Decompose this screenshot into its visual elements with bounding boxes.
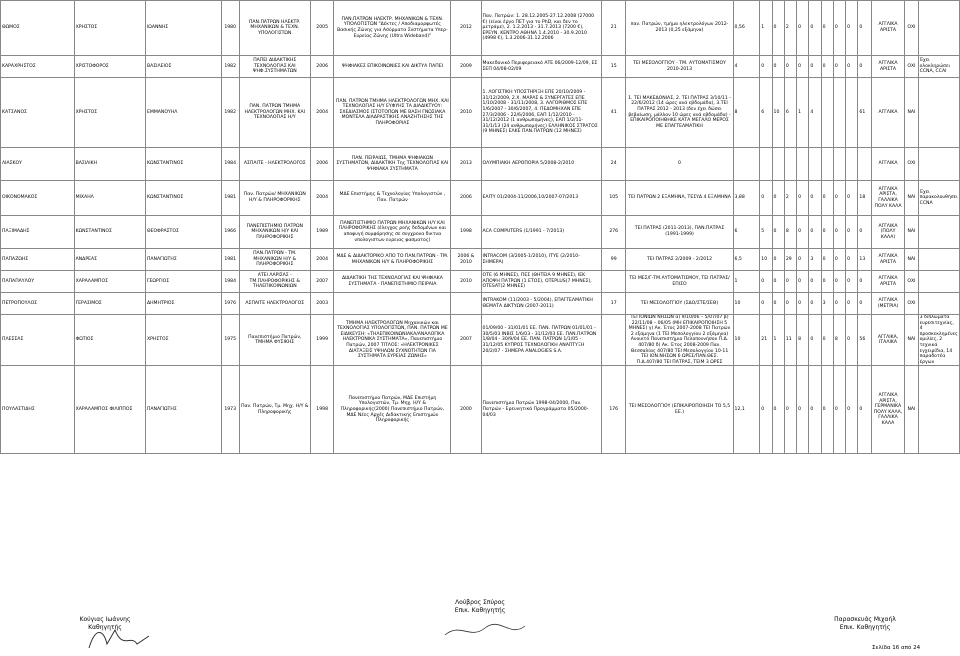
cell-surname: ΠΑΠΑΠΑΥΛΟΥ [1, 271, 75, 293]
cell-name: ΧΡΗΣΤΟΣ [74, 78, 145, 148]
cell-surname: ΠΑΠΑΖΩΗΣ [1, 249, 75, 271]
cell-n2: 0 [772, 249, 784, 271]
cell-experience: Πανεπιστήμιο Πατρών 1998-04/2000, Παν. Πατρών - Ερευνητικά Προγράμματα 05/2000-04/03 [481, 366, 601, 454]
cell-surname: ΠΟΥΛΑΣΤΙΔΗΣ [1, 366, 75, 454]
cell-n2: 0 [772, 271, 784, 293]
cell-degree: Παν. Πατρών/ ΜΗΧΑΝΙΚΩΝ Η/Υ & ΠΛΗΡΟΦΟΡΙΚΗΣ [239, 181, 310, 216]
cell-degree: ΠΑΝ.ΠΑΤΡΩΝ ΗΛΕΚΤΡ. ΜΗΧΑΝΙΚΩΝ & ΤΕΧΝ. ΥΠΟΛΟΓΙΣΤΩΝ [239, 1, 310, 56]
cell-father: ΠΑΝΑΓΙΩΤΗΣ [145, 249, 221, 271]
cell-father: ΔΗΜΗΤΡΙΟΣ [145, 293, 221, 315]
cell-father: ΒΑΣΙΛΕΙΟΣ [145, 56, 221, 78]
cell-teaching: 1. ΤΕΙ ΜΑΚΕΔΟΝΙΑΣ, 2. ΤΕΙ ΠΑΤΡΑΣ 3/10/11 - 22/6/2012 (14 ώρες ανά εβδομάδα), 3.ΤΕΙ ΠΑΤΡΑΣ 2012 - 2013 (δεν έχει δώσει βεβαίωση, μάλλον 10 ώρες ανά εβδομάδα) - ΕΠΙΚΑΙΡΟΠΟΙΗΘΗΚΕ ΚΑΤΑ ΜΕΓΑΛΟ ΜΕΡΟΣ ΜΕ ΕΠΑΓΓΕΛΜΑΤΙΚΗ [626, 78, 733, 148]
cell-exp-months: 24 [601, 148, 626, 181]
cell-surname: ΠΑΞΙΜΑΔΗΣ [1, 216, 75, 249]
table-row [1, 315, 960, 366]
cell-computer: ΝΑΙ [905, 315, 918, 366]
cell-score: 3,88 [733, 181, 760, 216]
cell-pg-year: 2013 [451, 148, 481, 181]
cell-name: ΧΡΗΣΤΟΣ [74, 1, 145, 56]
cell-birth: 1966 [221, 216, 239, 249]
cell-n7: 0 [833, 216, 845, 249]
cell-father: ΚΩΝΣΤΑΝΤΙΝΟΣ [145, 148, 221, 181]
cell-postgrad: Πανεπιστήμιο Πατρών, ΜΔΕ Επιστήμη Υπολογιστών, Τμ. Μηχ. Η/Υ & Πληροφορικής(2000) Πανεπιστήμιο Πατρών, ΜΔΕ Νέες Αρχές Διδακτικής Επιστημών Πληροφορικής [334, 366, 451, 454]
cell-n5: 0 [809, 366, 821, 454]
cell-n9: 61 [858, 78, 871, 148]
cell-lang: ΑΓΓΛΙΚΑ [871, 78, 904, 148]
table-row [1, 271, 960, 293]
cell-n5: 0 [809, 293, 821, 315]
cell-pg-year: 2006 [451, 181, 481, 216]
cell-exp-months: 15 [601, 56, 626, 78]
cell-experience: ΟΛΥΜΠΙΑΚΗ ΑΕΡΟΠΟΡΙΑ 5/2008-2/2010 [481, 148, 601, 181]
cell-father: ΓΕΩΡΓΙΟΣ [145, 271, 221, 293]
cell-score: 1 [733, 271, 760, 293]
cell-n1: 5 [760, 216, 772, 249]
cell-n9: 0 [858, 56, 871, 78]
cell-computer: ΝΑΙ [905, 366, 918, 454]
cell-surname: ΟΙΚΟΝΟΜΑΚΟΣ [1, 181, 75, 216]
cell-deg-year: 2004 [310, 249, 333, 271]
cell-lang: ΑΓΓΛΙΚΑ (ΠΟΛΥ ΚΑΛΑ) [871, 216, 904, 249]
cell-exp-months [601, 271, 626, 293]
cell-n4: 8 [797, 315, 809, 366]
signature-left-role: Καθηγητής [88, 624, 122, 631]
cell-deg-year: 2004 [310, 181, 333, 216]
cell-score [733, 148, 760, 181]
cell-notes: 3 διπλώματα ευρεσιτεχνίας, 4 προσκεκλημένες ομιλίες, 2 τεχνικά εγχειρίδια, 14 παραδοτέα έργων [919, 315, 958, 365]
cell-n4: 0 [797, 271, 809, 293]
cell-postgrad: ΔΙΔΑΚΤΙΚΗ ΤΗΣ ΤΕΧΝΟΛΟΓΙΑΣ ΚΑΙ ΨΗΦΙΑΚΑ ΣΥΣΤΗΜΑΤΑ - ΠΑΝΕΠΙΣΤΗΜΙΟ ΠΕΙΡΑΙΑ [334, 271, 451, 293]
cell-experience: ΕΑΙΤΥ 01/2004-11/2006,10/2007-07/2013 [481, 181, 601, 216]
cell-n7 [833, 78, 845, 148]
cell-pg-year: 2006 & 2010 [451, 249, 481, 271]
cell-lang: ΑΓΓΛΙΚΑ ΑΡΙΣΤΑ, ΓΑΛΛΙΚΑ ΠΟΛΥ ΚΑΛΑ [871, 181, 904, 216]
cell-surname: ΚΑΡΑΧΡΗΣΤΟΣ [1, 56, 75, 78]
cell-notes [918, 1, 959, 56]
signature-center-name: Λούβρος Σπύρος [455, 599, 505, 606]
cell-exp-months: 176 [601, 366, 626, 454]
cell-n8: 0 [846, 271, 858, 293]
cell-n6 [821, 148, 833, 181]
cell-birth: 1982 [221, 78, 239, 148]
cell-lang: ΑΓΓΛΙΚΑ ΑΡΙΣΤΑ [871, 271, 904, 293]
cell-n7: 0 [833, 1, 845, 56]
cell-computer: ΟΧΙ [905, 56, 918, 78]
signature-right-name: Παρασκευάς Μιχαήλ [834, 616, 896, 623]
cell-deg-year: 2005 [310, 1, 333, 56]
cell-n2: 1 [772, 315, 784, 366]
cell-lang: ΑΓΓΛΙΚΑ, ΙΤΑΛΙΚΑ [871, 315, 904, 366]
cell-n2: 10 [772, 78, 784, 148]
cell-deg-year: 2004 [310, 78, 333, 148]
cell-n4: 0 [797, 1, 809, 56]
cell-n1: 0 [760, 181, 772, 216]
cell-birth: 1984 [221, 148, 239, 181]
cell-experience: 01/09/00 - 31/01/01 ΕΕ. ΠΑΝ. ΠΑΤΡΩΝ 01/01/01 - 30/5/03 ΙΝΒΙΣ 1/6/03 - 31/12/03 ΕΕ. ΠΑΝ.ΠΑΤΡΩΝ 1/8/04 - 30/9/04 ΕΕ. ΠΑΝ. ΠΑΤΡΩΝ 1/1/05 - 31/12/05 ΚΥΠΡΟΣ ΤΕΧΝΟΛΟΓΙΚΗ ΑΝΑΠΤΥΞΗ 20/2/07 - ΣΗΜΕΡΑ ANALOGIES S.A. [481, 315, 601, 366]
cell-n3: 6 [784, 78, 796, 148]
cell-computer: ΝΑΙ [905, 216, 918, 249]
cell-n5: 0 [809, 56, 821, 78]
cell-n4: 0 [797, 293, 809, 315]
cell-n4: 0 [797, 56, 809, 78]
cell-degree: ΠΑΝ.ΠΑΤΡΩΝ - ΤΜ. ΜΗΧΑΝΙΚΩΝ Η/Υ & ΠΛΗΡΟΦΟΡΙΚΗΣ [239, 249, 310, 271]
cell-father: ΚΩΝΣΤΑΝΤΙΝΟΣ [145, 181, 221, 216]
cell-exp-months [601, 315, 626, 366]
cell-n5: 0 [809, 216, 821, 249]
cell-notes: Έχει ολοκληρώσει CCNA, CCAI [918, 56, 959, 78]
cell-notes [918, 78, 959, 148]
cell-pg-year: 2000 [451, 366, 481, 454]
cell-computer: ΝΑΙ [905, 249, 918, 271]
cell-exp-months: 276 [601, 216, 626, 249]
cell-n3: 2 [784, 1, 796, 56]
cell-n2 [772, 148, 784, 181]
cell-n9: 0 [858, 293, 871, 315]
cell-father: ΕΜΜΑΝΟΥΗΛ [145, 78, 221, 148]
cell-n5 [809, 148, 821, 181]
cell-n7: 0 [833, 56, 845, 78]
cell-n8: 0 [846, 216, 858, 249]
page-number: Σελίδα 16 από 24 [872, 645, 921, 651]
cell-father: ΙΩΑΝΝΗΣ [145, 1, 221, 56]
table-row [1, 148, 960, 181]
signature-left-name: Κούγιας Ιωάννης [79, 616, 131, 623]
cell-teaching: 0 [626, 148, 733, 181]
cell-postgrad: ΜΔΕ Επιστήμης & Τεχνολογίας Υπολογιστών , Παν. Πατρών [334, 181, 451, 216]
cell-postgrad: ΜΔΕ & ΔΙΔΑΚΤΟΡΙΚΟ ΑΠΟ ΤΟ ΠΑΝ.ΠΑΤΡΩΝ - ΤΜ. ΜΗΧΑΝΙΚΩΝ Η/Υ & ΠΛΗΡΟΦΟΡΙΚΗΣ [334, 249, 451, 271]
cell-n7: 8 [833, 315, 845, 366]
cell-score: 10 [733, 293, 760, 315]
cell-n8: 0 [846, 293, 858, 315]
cell-n6: 0 [821, 315, 833, 366]
cell-score: 6,5 [733, 249, 760, 271]
cell-lang: ΑΓΓΛΙΚΑ (ΜΕΤΡΙΑ) [871, 293, 904, 315]
cell-n4: 1 [797, 78, 809, 148]
cell-computer: ΟΧΙ [905, 1, 918, 56]
cell-n3: 8 [784, 216, 796, 249]
cell-teaching: ΤΕΙ ΙΟΝΙΩΝ ΝΗΣΩΝ α) 9/10/06 – 5/07/07 β) 22/11/08 – 06/05 (ΜΗ ΕΠΙΚΑΙΡΟΠΟΙΗΣΗ 5 ΜΗΝΕΣ) γ) Ακ. Έτος 2007-2008 ΤΕΙ Πατρών 2 εξάμηνα (1 ΤΕΙ Μεσολογγίου 2 εξάμηνα) Ανοικτό Πανεπιστήμιο Πελοποννήσου Π.Δ. 407/80 δ) Ακ. Έτος 2008-2009 Παν. Θεσσαλίας 407/80 ΤΕΙ Μεσολογγίου 10-11 ΤΕΙ ΙΟΝ.ΝΗΣΩΝ 6 ΩΡΕΣ/ΠΑΝ.ΘΕΣ. Π.Δ.407/80 ΤΕΙ ΠΑΤΡΑΣ, ΤΕΙΜ 3 ΩΡΕΣ [626, 315, 733, 366]
cell-n6 [821, 78, 833, 148]
cell-exp-months: 41 [601, 78, 626, 148]
cell-n1: 0 [760, 271, 772, 293]
cell-teaching: ΤΕΙ ΠΑΤΡΑΣ 2/2009 - 2/2012 [626, 249, 733, 271]
cell-lang: ΑΓΓΛΙΚΑ [871, 148, 904, 181]
cell-n1: 21 [760, 315, 772, 366]
cell-deg-year: 2006 [310, 56, 333, 78]
cell-n8: 0 [846, 366, 858, 454]
cell-postgrad: ΠΑΝ. ΠΑΤΡΩΝ ΤΜΗΜΑ ΗΛΕΚΤΡΟΛΟΓΩΝ ΜΗΧ. ΚΑΙ ΤΕΧΝΟΛΟΓΙΑΣ Η/Υ ΕΥΦΥΗΣ ΤΑ ΔΙΑΔΙΚΤΥΟΥ: ΣΧΕΔΙΑΣΜΟΣ ΙΣΤΟΤΟΠΩΝ ΜΕ ΒΑΣΗ ΓΝΩΣΙΑΚΑ ΜΟΝΤΕΛΑ ΔΙΑΔΡΑΣΤΙΚΗΣ ΑΝΑΖΗΤΗΣΗΣ ΤΗΣ ΠΛΗΡΟΦΟΡΙΑΣ [334, 78, 451, 148]
cell-teaching: ΤΕΙ ΠΑΤΡΑΣ (2011-2013), ΠΑΝ.ΠΑΤΡΑΣ (1991-1999) [626, 216, 733, 249]
cell-n9: 0 [858, 1, 871, 56]
cell-n6: 0 [821, 181, 833, 216]
cell-notes [918, 148, 959, 181]
cell-birth: 1981 [221, 181, 239, 216]
cell-name: ΦΩΤΙΟΣ [74, 315, 145, 366]
cell-n1: 6 [760, 78, 772, 148]
cell-n2: 0 [772, 181, 784, 216]
cell-experience: ΟΤΕ (6 ΜΗΝΕΣ), ΠΕΣ (ΘΗΤΕΙΑ 9 ΜΗΝΕΣ), ΙΕΚ ΑΠΟΨΗ ΠΑΤΡΩΝ (1 ΕΤΟΣ), OTEPLUS(7 ΜΗΝΕΣ), OTESAT(2 ΜΗΝΕΣ) [481, 271, 601, 293]
cell-n9: 18 [858, 181, 871, 216]
cell-exp-months: 99 [601, 249, 626, 271]
cell-pg-year: 2007 [451, 315, 481, 366]
cell-n8: 0 [846, 249, 858, 271]
cell-n5: 0 [809, 315, 821, 366]
cell-score: 0,56 [733, 1, 760, 56]
cell-name: ΧΑΡΑΛΑΜΠΟΣ [74, 271, 145, 293]
cell-postgrad: ΠΑΝ.ΠΑΤΡΩΝ ΗΛΕΚΤΡ. ΜΗΧΑΝΙΚΩΝ & ΤΕΧΝ. ΥΠΟΛΟΓΙΣΤΩΝ "Δέκτες / Αποδιαμορφωτές Βασικής Ζώνης για Ασύρματα Συστήματα Υπερ-Ευρείας Ζώνης (Ultra Wideband)" [334, 1, 451, 56]
cell-notes [918, 366, 959, 454]
cell-deg-year: 2003 [310, 293, 333, 315]
cell-n9: 0 [858, 216, 871, 249]
table-row [1, 293, 960, 315]
cell-n3: 0 [784, 366, 796, 454]
cell-pg-year: 2010 [451, 271, 481, 293]
cell-computer: ΟΧΙ [905, 293, 918, 315]
cell-degree: ΠΑΝΕΠΙΣΤΗΜΙΟ ΠΑΤΡΩΝ ΜΗΧΑΝΙΚΩΝ Η/Υ ΚΑΙ ΠΛΗΡΟΦΟΡΙΚΗΣ [239, 216, 310, 249]
cell-n4: 0 [797, 181, 809, 216]
cell-n6: 0 [821, 249, 833, 271]
cell-n9: 0 [858, 271, 871, 293]
cell-deg-year: 1989 [310, 216, 333, 249]
cell-father: ΠΑΝΑΓΙΩΤΗΣ [145, 366, 221, 454]
cell-surname: ΘΩΜΟΣ [1, 1, 75, 56]
cell-n4: 0 [797, 366, 809, 454]
cell-n9: 13 [858, 249, 871, 271]
cell-degree: Παν. Πατρών, Τμ. Μηχ. Η/Υ & Πληροφορικής [239, 366, 310, 454]
cell-experience: Μακεδονικό Περιφερειακό ΑΤΕ 06/2009-12/09, ΕΣ ΣΕΠ 04/08-02/09 [481, 56, 601, 78]
cell-n7: 0 [833, 249, 845, 271]
cell-birth: 1980 [221, 1, 239, 56]
cell-n7: 0 [833, 181, 845, 216]
cell-n6: 3 [821, 293, 833, 315]
cell-experience: Παν. Πατρών: 1. 28.12.2005-27.12.2008 (27000 €) (είναι έργο ΠΕΤ για το PhD, και δεν το μετράμε), 2. 1.2.2013 - 31.7.2013 (7200 €), ΕΡΕΥΝ. ΚΕΝΤΡΟ ΑΘΗΝΑ 1.4.2010 - 30.9.2010 (4998 €), 1.3.2006-31.12.2006 [481, 1, 601, 56]
cell-postgrad: ΠΑΝ. ΠΕΙΡΑΙΩΣ, ΤΜΗΜΑ ΨΗΦΙΑΚΩΝ ΣΥΣΤΗΜΑΤΩΝ, ΔΙΔΑΚΤΙΚΗ Της ΤΕΧΝΟΛΟΓΙΑΣ ΚΑΙ ΨΗΦΙΑΚΑ ΣΥΣΤΗΜΑΤΑ [334, 148, 451, 181]
cell-degree: ΠΑΝ. ΠΑΤΡΩΝ ΤΜΗΜΑ ΗΛΕΚΤΡΟΛΟΓΩΝ ΜΗΧ. ΚΑΙ ΤΕΧΝΟΛΟΓΙΑΣ Η/Υ [239, 78, 310, 148]
cell-birth: 1984 [221, 271, 239, 293]
cell-n9: 56 [858, 315, 871, 366]
cell-postgrad [334, 293, 451, 315]
cell-lang: ΑΓΓΛΙΚΑ ΑΡΙΣΤΑ [871, 56, 904, 78]
cell-exp-months: 21 [601, 1, 626, 56]
cell-notes [918, 249, 959, 271]
cell-computer: ΝΑΙ [905, 78, 918, 148]
cell-exp-months: 105 [601, 181, 626, 216]
cell-teaching: ΤΕΙ ΜΕΣΟΛΟΓΓΙΟΥ (ΕΠΙΚΑΙΡΟΠΟΙΗΣΗ ΤΟ 5,5 ΕΕ.) [626, 366, 733, 454]
cell-deg-year: 1999 [310, 315, 333, 366]
table-row [1, 249, 960, 271]
cell-name: ΓΕΡΑΣΙΜΟΣ [74, 293, 145, 315]
cell-n9: 0 [858, 366, 871, 454]
cell-n2: 0 [772, 216, 784, 249]
cell-surname: ΠΛΕΣΣΑΣ [1, 315, 75, 366]
cell-n5: 3 [809, 249, 821, 271]
cell-lang: ΑΓΓΛΙΚΑ ΑΡΙΣΤΑ [871, 249, 904, 271]
cell-name: ΜΙΧΑΗΛ [74, 181, 145, 216]
cell-notes: Έχει παρακολουθήσει CCNA [918, 181, 959, 216]
cell-name: ΒΑΣΙΛΙΚΗ [74, 148, 145, 181]
cell-n3: 2 [784, 181, 796, 216]
table-row [1, 78, 960, 148]
cell-n1: 0 [760, 366, 772, 454]
cell-pg-year: 1998 [451, 216, 481, 249]
cell-postgrad: ΨΗΦΙΑΚΕΣ ΕΠΙΚΟΙΝΩΝΙΕΣ ΚΑΙ ΔΙΚΤΥΑ ΠΑΠΕΙ [334, 56, 451, 78]
signature-center-role: Επικ. Καθηγητής [454, 607, 506, 614]
cell-birth: 1976 [221, 293, 239, 315]
cell-degree: Πανεπιστήμιο Πατρών, ΤΜΗΜΑ ΦΥΣΙΚΗΣ [239, 315, 310, 366]
cell-n6: 0 [821, 366, 833, 454]
cell-pg-year: 2009 [451, 56, 481, 78]
cell-teaching: ΤΕΙ ΜΕΣ/Γ-ΤΜ.ΑΥΤΟΜΑΤΙΣΜΟΥ, ΤΕΙ ΠΑΤΡΑΣ/ΕΠΙΣΟ [626, 271, 733, 293]
cell-teaching: ΤΕΙ ΠΑΤΡΩΝ 2 ΕΞΑΜΗΝΑ, ΤΕΣΥΔ 4 ΕΞΑΜΗΝΑ [626, 181, 733, 216]
cell-lang: ΑΓΓΛΙΚΑ ΑΡΙΣΤΑ [871, 1, 904, 56]
cell-n5: 0 [809, 271, 821, 293]
cell-n6: 0 [821, 216, 833, 249]
cell-experience: INTRAKOM (11/2003 - 5/2004), ΕΠΑΓΓΕΛΜΑΤΙΚΗ ΘΕΜΑΤΑ ΔΙΚΤΥΩΝ (2007-2011) [481, 293, 601, 315]
cell-n1 [760, 148, 772, 181]
cell-n3: 29 [784, 249, 796, 271]
cell-computer: ΟΧΙ [905, 271, 918, 293]
cell-n1: 1 [760, 1, 772, 56]
cell-n3: 0 [784, 56, 796, 78]
cell-n8: 0 [846, 315, 858, 366]
cell-birth: 1975 [221, 315, 239, 366]
cell-notes [918, 293, 959, 315]
cell-n3: 0 [784, 271, 796, 293]
cell-experience: 1. ΛΟΓΙΣΤΙΚΗ ΥΠΟΣΤΗΡΙΞΗ ΕΠΕ 20/10/2009 - 31/12/2009, 2.Χ. ΜΑΡΑΣ & ΣΥΝΕΡΓΑΤΕΣ ΕΠΕ 1/10/2008 - 31/11/2008, 3. ΑΛΓΟΡΙΘΜΟΣ ΕΠΕ 1/6/2007 - 30/6/2007, 4. ΠΕΔΟΜΗΧΑΝ ΕΠΕ 27/3/2006 - 22/6/2006, ΕΑΠ 1/12/2010 - 31/12/2012 (1 ανθρωπομήνες), ΕΑΠ 1/2/11-31/1/13 (24 ανθρωπομήνες) ΕΛΛΗΝΙΚΟΣ ΣΤΡΑΤΟΣ (9 ΜΗΝΕΣ) ΕΛΚΕ ΠΑΝ.ΠΑΤΡΩΝ (12 ΜΗΝΕΣ) [481, 78, 601, 148]
signature-right-role: Επικ. Καθηγητής [839, 624, 891, 631]
cell-father: ΧΡΗΣΤΟΣ [145, 315, 221, 366]
cell-n8: 0 [846, 56, 858, 78]
cell-birth: 1973 [221, 366, 239, 454]
cell-n3 [784, 148, 796, 181]
cell-pg-year: 2012 [451, 1, 481, 56]
cell-experience: INTRACOM (3/2005-1/2010), ΙΤΥΕ (2/2010-ΣΗΜΕΡΑ) [481, 249, 601, 271]
cell-n6: 0 [821, 56, 833, 78]
table-row [1, 181, 960, 216]
cell-n8 [846, 78, 858, 148]
table-row [1, 366, 960, 454]
cell-computer: ΟΧΙ [905, 148, 918, 181]
table-row [1, 216, 960, 249]
cell-degree: ΠΑΠΕΙ ΔΙΔΑΚΤΙΚΗΣ ΤΕΧΝΟΛΟΓΙΑΣ ΚΑΙ ΨΗΦ.ΣΥΣΤΗΜΑΤΩΝ [239, 56, 310, 78]
signature-center [420, 599, 540, 615]
cell-father: ΘΕΟΦΡΑΣΤΟΣ [145, 216, 221, 249]
cell-name: ΧΑΡΑΛΑΜΠΟΣ ΦΙΛΙΠΠΟΣ [74, 366, 145, 454]
cell-n2: 0 [772, 1, 784, 56]
cell-surname: ΛΙΑΣΚΟΥ [1, 148, 75, 181]
cell-teaching: παν. Πατρών, τμήμα ηλεκτρολόγων 2012-2013 (0,25 εξάμηνα) [626, 1, 733, 56]
cell-name: ΑΝΔΡΕΑΣ [74, 249, 145, 271]
cell-n5: 0 [809, 1, 821, 56]
cell-n2: 0 [772, 56, 784, 78]
cell-n7: 0 [833, 293, 845, 315]
cell-n7: 0 [833, 271, 845, 293]
cell-n6: 0 [821, 1, 833, 56]
cell-n1: 0 [760, 56, 772, 78]
cell-deg-year: 1998 [310, 366, 333, 454]
cell-postgrad: ΠΑΝΕΠΙΣΤΗΜΙΟ ΠΑΤΡΩΝ ΜΗΧΑΝΙΚΩΝ Η/Υ ΚΑΙ ΠΛΗΡΟΦΟΡΙΚΗΣ (έλεγχος ροής δεδομένων και αποφυγή συμφόρησης σε συγχρονα δικτυα υπολογιστων ευρειας φασματος) [334, 216, 451, 249]
cell-n7: 0 [833, 366, 845, 454]
cell-n9 [858, 148, 871, 181]
cell-birth: 1981 [221, 249, 239, 271]
signature-left-mark [85, 624, 155, 654]
cell-n2: 0 [772, 366, 784, 454]
cell-n5: 4 [809, 78, 821, 148]
signature-right [800, 616, 930, 632]
table-row [1, 56, 960, 78]
cell-name: ΚΩΝΣΤΑΝΤΙΝΟΣ [74, 216, 145, 249]
cell-n3: 0 [784, 293, 796, 315]
cell-score: 8 [733, 78, 760, 148]
cell-experience: ACA COMPUTERS (1/1991 - 7/2013) [481, 216, 601, 249]
cell-degree: ΑΣΠΑΙΤΕ - ΗΛΕΚΤΡΟΛΟΓΟΣ [239, 148, 310, 181]
cell-lang: ΑΓΓΛΙΚΑ ΑΡΙΣΤΑ, ΓΕΡΜΑΝΙΚΑ ΠΟΛΥ ΚΑΛΑ, ΓΑΛΛΙΚΑ ΚΑΛΑ [871, 366, 904, 454]
cell-degree: ΑΣΠΑΙΤΕ ΗΛΕΚΤΡΟΛΟΓΟΣ [239, 293, 310, 315]
cell-n6: 0 [821, 271, 833, 293]
cell-n4 [797, 148, 809, 181]
cell-notes [918, 216, 959, 249]
cell-score: 12,1 [733, 366, 760, 454]
cell-notes [918, 271, 959, 293]
cell-n4: 0 [797, 216, 809, 249]
cell-score: 10 [733, 315, 760, 366]
cell-n8: 0 [846, 1, 858, 56]
cell-score: 6 [733, 216, 760, 249]
cell-surname: ΚΑΤΣΑΝΟΣ [1, 78, 75, 148]
cell-deg-year: 2006 [310, 148, 333, 181]
cell-teaching: ΤΕΙ ΜΕΣΟΛΟΓΓΙΟΥ - ΤΜ. ΑΥΤΟΜΑΤΙΣΜΟΥ 2010-2013 [626, 56, 733, 78]
cell-n4: 0 [797, 249, 809, 271]
cell-score: 4 [733, 56, 760, 78]
cell-surname: ΠΕΤΡΟΠΟΥΛΟΣ [1, 293, 75, 315]
cell-computer: ΝΑΙ [905, 181, 918, 216]
cell-birth: 1982 [221, 56, 239, 78]
cell-teaching: ΤΕΙ ΜΕΣΟΛΟΓΓΙΟΥ (ΣΔΟ/ΣΤΕ/ΣΕΘ) [626, 293, 733, 315]
cell-degree: ΑΤΕΙ ΛΑΡΙΣΑΣ - ΤΜ.ΠΛΗΡΟΦΟΡΙΚΗΣ & ΤΗΛΕΠΙΚΟΙΝΩΝΙΩΝ [239, 271, 310, 293]
cell-pg-year: 2010 [451, 78, 481, 148]
table-row [1, 1, 960, 56]
cell-pg-year [451, 293, 481, 315]
cell-exp-months: 17 [601, 293, 626, 315]
cell-n5: 0 [809, 181, 821, 216]
cell-n1: 0 [760, 293, 772, 315]
cell-postgrad: ΤΜΗΜΑ ΗΛΕΚΤΡΟΛΟΓΩΝ Μηχανικών και ΤΕΧΝΟΛΟΓΙΑΣ ΥΠΟΛΟΓΙΣΤΩΝ, ΠΑΝ. ΠΑΤΡΩΝ ΜΕ ΕΙΔΙΚΕΥΣΗ: «ΤΗΛΕΠΙΚΟΙΝΩΝΙΑΚΑ/ΑΝΑΛΟΓΙΚΑ ΗΛΕΚΤΡΟΝΙΚΑ ΣΥΣΤΗΜΑΤΑ», Πανεπιστήμιο Πατρών, 2007 ΤΙΤΛΟΣ: «ΗΛΕΚΤΡΟΝΙΚΕΣ ΔΙΑΤΑΞΕΙΣ ΥΨΗΛΩΝ ΣΥΧΝΟΤΗΤΩΝ ΓΙΑ ΣΥΣΤΗΜΑΤΑ ΕΥΡΕΙΑΣ ΖΩΝΗΣ» [334, 315, 451, 366]
cell-n2: 0 [772, 293, 784, 315]
cell-n8: 0 [846, 181, 858, 216]
cell-n7 [833, 148, 845, 181]
signature-center-mark [440, 620, 530, 642]
cell-n8 [846, 148, 858, 181]
cell-n1: 10 [760, 249, 772, 271]
cell-n3: 11 [784, 315, 796, 366]
cell-name: ΧΡΙΣΤΟΦΟΡΟΣ [74, 56, 145, 78]
cell-deg-year: 2007 [310, 271, 333, 293]
